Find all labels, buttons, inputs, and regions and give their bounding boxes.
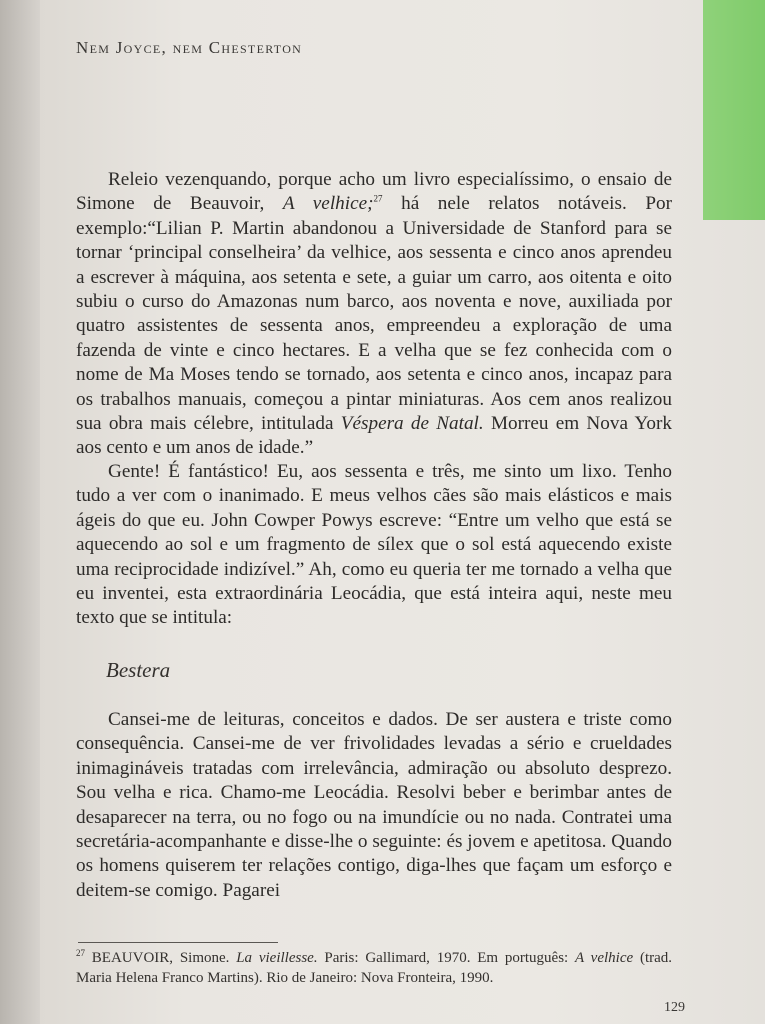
footnote bbox=[76, 948, 672, 988]
footnote-number: 27 bbox=[76, 948, 85, 958]
painting-title: Véspera de Natal. bbox=[340, 413, 484, 435]
footnote-publication: Paris: Gallimard, 1970. Em português: bbox=[324, 950, 569, 966]
page-number: 129 bbox=[664, 1000, 685, 1015]
green-bookmark-tab bbox=[703, 0, 765, 220]
paragraph-1-intro: Releio vezenquando, porque acho um livro especialíssimo, o ensaio de Simone de Beauvoir, bbox=[76, 169, 672, 215]
paragraph-2 bbox=[76, 460, 672, 631]
paragraph-3 bbox=[76, 708, 672, 903]
book-title-a-velhice: A velhice; bbox=[282, 193, 374, 215]
section-title-bestera: Bestera bbox=[106, 658, 171, 682]
paragraph-1 bbox=[76, 168, 672, 461]
running-header: Nem Joyce, nem Chesterton bbox=[76, 38, 303, 57]
paragraph-3-text: Cansei-me de leituras, conceitos e dados. De ser austera e triste como consequência. Cansei-me de ver frivolidades levadas a sério e crueldades inimagináveis tratadas com irrelevância, admiração ou absoluto desprezo. Sou velha e rica. Chamo-me Leocádia. Resolvi beber e berimbar antes de desaparecer na terra, ou no fogo ou na imundície ou no nada. Contratei uma secretária-acompanhante e disse-lhe o seguinte: és jovem e apetitosa. Quando os homens quiserem ter relações contigo, diga-lhes que façam um esforço e deitem-se comigo. Pagarei bbox=[76, 709, 672, 901]
footnote-author: BEAUVOIR, Simone. bbox=[91, 950, 230, 966]
paragraph-2-text: Gente! É fantástico! Eu, aos sessenta e três, me sinto um lixo. Tenho tudo a ver com o inanimado. E meus velhos cães são mais elásticos e mais ágeis do que eu. John Cowper Powys escreve: “Entre um velho que está se aquecendo ao sol e um fragmento de sílex que o sol está aquecendo existe uma reciprocidade indizível.” Ah, como eu queria ter me tornado a velha que eu inventei, esta extraordinária Leocádia, que está inteira aqui, neste meu texto que se intitula: bbox=[76, 461, 672, 629]
footnote-ref: 27 bbox=[373, 194, 383, 205]
footnote-rest: (trad. Maria Helena Franco Martins). Rio de Janeiro: Nova Fronteira, 1990. bbox=[76, 950, 673, 986]
footnote-pt-title: A velhice bbox=[575, 950, 634, 966]
footnote-divider bbox=[78, 942, 278, 943]
paragraph-1-body: há nele relatos notáveis. Por exemplo:“Lilian P. Martin abandonou a Universidade de Stanford para se tornar ‘principal conselheira’ da velhice, aos sessenta e cinco anos aprendeu a escrever à máquina, aos setenta e sete, a guiar um carro, aos oitenta e oito subiu o curso do Amazonas num barco, aos noventa e nove, auxiliada por quatro assistentes de sessenta anos, empreendeu a exploração de uma fazenda de vinte e cinco hectares. E a velha que se fez conhecida com o nome de Ma Moses tendo se tornado, aos setenta e cinco anos, incapaz para os trabalhos manuais, começou a pintar miniaturas. Aos cem anos realizou sua obra mais célebre, intitulada bbox=[76, 193, 673, 435]
footnote-title: La vieillesse. bbox=[236, 950, 318, 966]
paragraph-1-end: Morreu em Nova York aos cento e um anos de idade.” bbox=[76, 413, 673, 459]
